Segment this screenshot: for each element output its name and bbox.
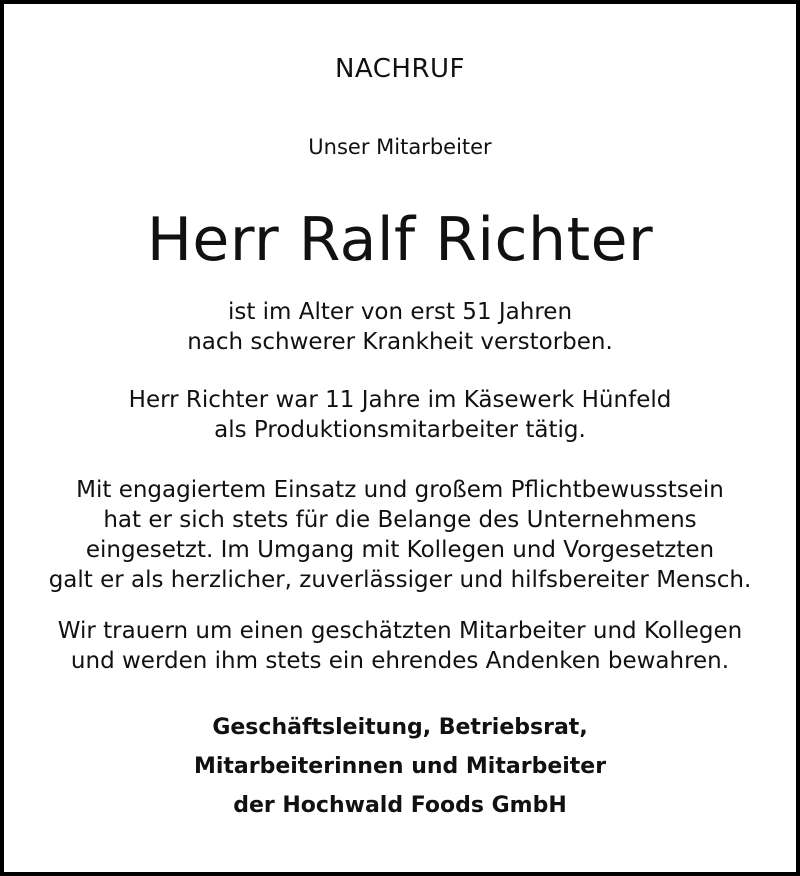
tribute-line: Mit engagiertem Einsatz und großem Pflichtbewusstsein xyxy=(76,477,724,503)
mourning-line: Wir trauern um einen geschätzten Mitarbeiter und Kollegen xyxy=(57,618,743,644)
employment-line: Herr Richter war 11 Jahre im Käsewerk Hünfeld xyxy=(128,387,672,413)
age-paragraph xyxy=(4,297,796,357)
deceased-name: Herr Ralf Richter xyxy=(146,205,654,275)
signature-line: Mitarbeiterinnen und Mitarbeiter xyxy=(193,754,607,779)
cause-line: nach schwerer Krankheit verstorben. xyxy=(187,329,613,355)
intro-text: Unser Mitarbeiter xyxy=(308,135,492,159)
signature-block xyxy=(4,708,796,825)
position-line: als Produktionsmitarbeiter tätig. xyxy=(214,417,586,443)
signature-line: Geschäftsleitung, Betriebsrat, xyxy=(212,715,588,740)
notice-heading: NACHRUF xyxy=(334,54,466,84)
tribute-paragraph xyxy=(4,475,796,595)
tribute-line: galt er als herzlicher, zuverlässiger und hilfsbereiter Mensch. xyxy=(48,567,752,593)
age-line: ist im Alter von erst 51 Jahren xyxy=(227,299,573,325)
mourning-line: und werden ihm stets ein ehrendes Andenken bewahren. xyxy=(70,648,730,674)
tribute-line: eingesetzt. Im Umgang mit Kollegen und Vorgesetzten xyxy=(85,537,715,563)
tribute-line: hat er sich stets für die Belange des Unternehmens xyxy=(103,507,697,533)
employment-paragraph xyxy=(4,385,796,445)
signature-company: der Hochwald Foods GmbH xyxy=(233,793,567,818)
mourning-paragraph xyxy=(4,616,796,676)
